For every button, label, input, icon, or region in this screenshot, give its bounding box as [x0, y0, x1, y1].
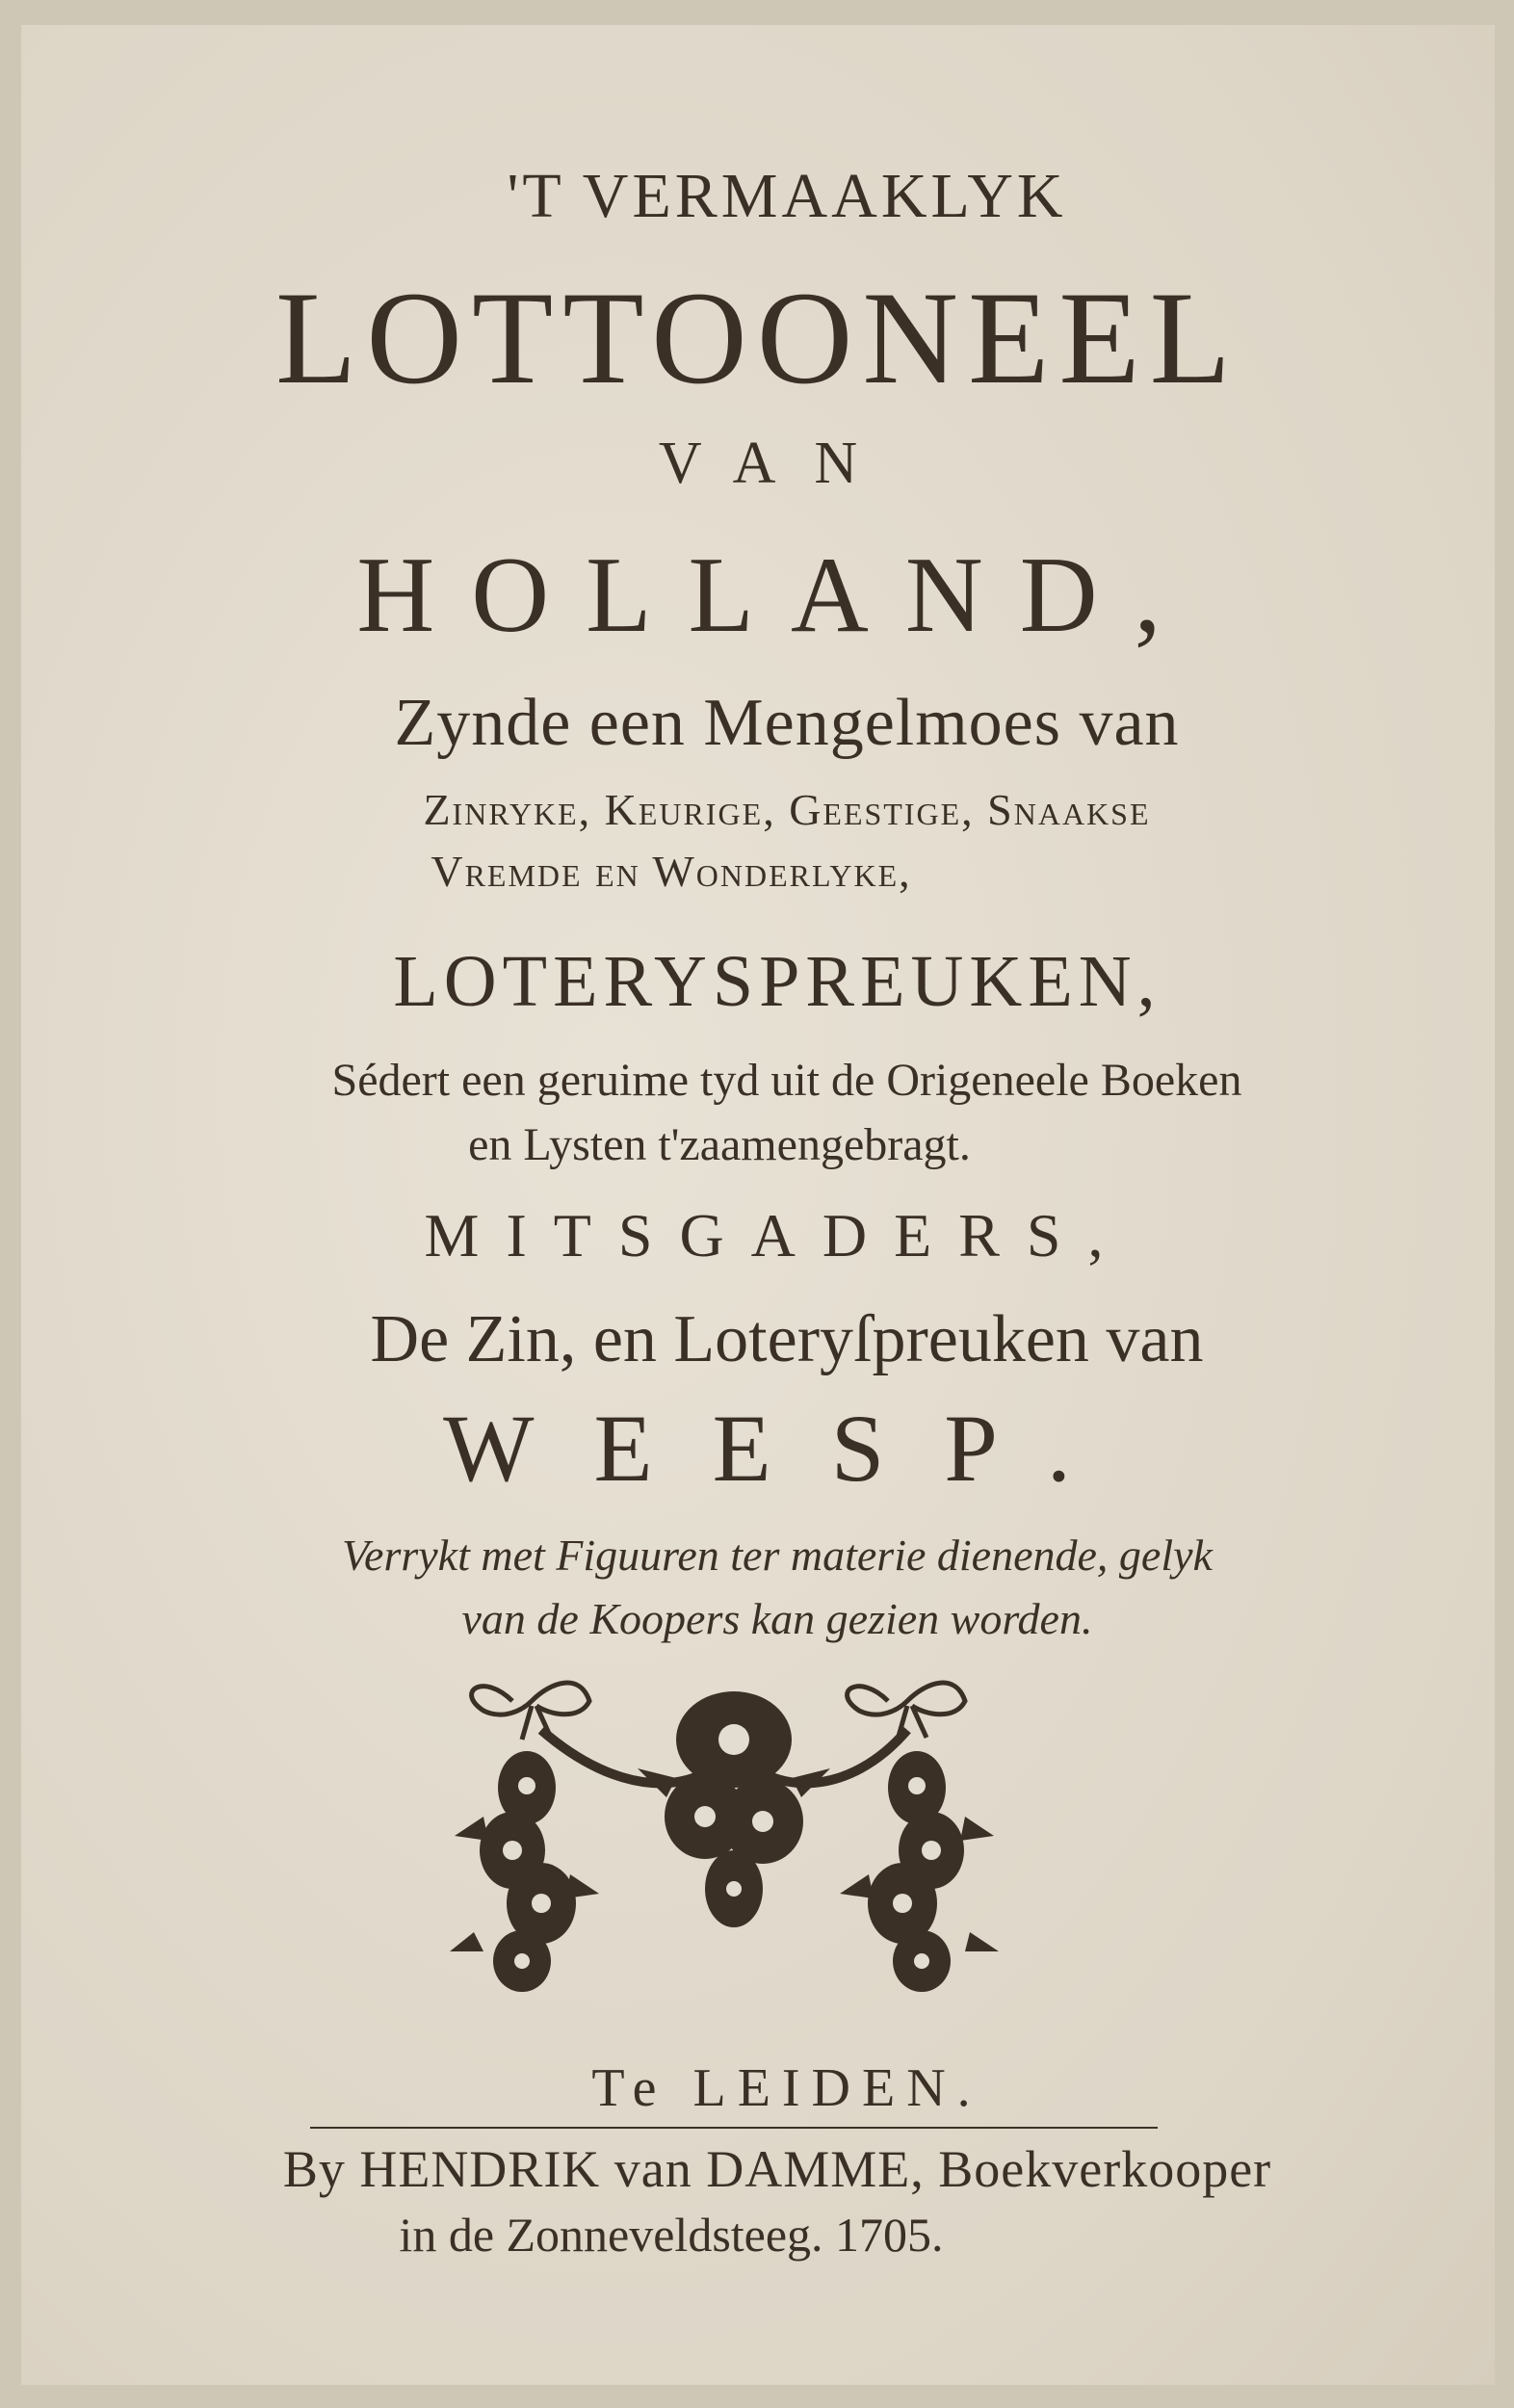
- imprint-rule: [310, 2127, 1158, 2129]
- floral-garland-icon: [445, 1662, 1042, 2009]
- title-line-lottooneel: LOTTOONEEL: [275, 264, 1240, 411]
- italic-line-koopers: van de Koopers kan gezien worden.: [461, 1594, 1093, 1643]
- title-line-van: VAN: [658, 431, 897, 496]
- title-line-vermaaklyk: 'T VERMAAKLYK: [507, 161, 1067, 231]
- imprint-address: in de Zonneveldsteeg. 1705.: [399, 2208, 944, 2262]
- subtitle-line-vremde: Vremde en Wonderlyke,: [431, 847, 912, 896]
- title-line-mitsgaders: MITSGADERS,: [424, 1201, 1131, 1269]
- title-page: [21, 25, 1495, 2385]
- title-line-weesp: WEESP.: [443, 1395, 1131, 1502]
- subtitle-line-mengelmoes: Zynde een Mengelmoes van: [394, 686, 1180, 760]
- imprint-printer: By HENDRIK van DAMME, Boekverkooper: [282, 2140, 1272, 2198]
- subtitle-line-adjectives: Zinryke, Keurige, Geestige, Snaakse: [423, 785, 1151, 834]
- subtitle-line-de-zin: De Zin, en Loteryſpreuken van: [370, 1302, 1204, 1376]
- subtitle-line-sedert: Sédert een geruime tyd uit de Origeneele Boeken: [331, 1055, 1242, 1106]
- title-line-holland: HOLLAND,: [356, 536, 1198, 655]
- imprint-place: Te LEIDEN.: [591, 2058, 982, 2118]
- italic-line-verrykt: Verrykt met Figuuren ter materie dienende, gelyk: [342, 1531, 1213, 1580]
- title-line-loteryspreuken: LOTERYSPREUKEN,: [393, 941, 1162, 1022]
- subtitle-line-lysten: en Lysten t'zaamengebragt.: [468, 1119, 971, 1170]
